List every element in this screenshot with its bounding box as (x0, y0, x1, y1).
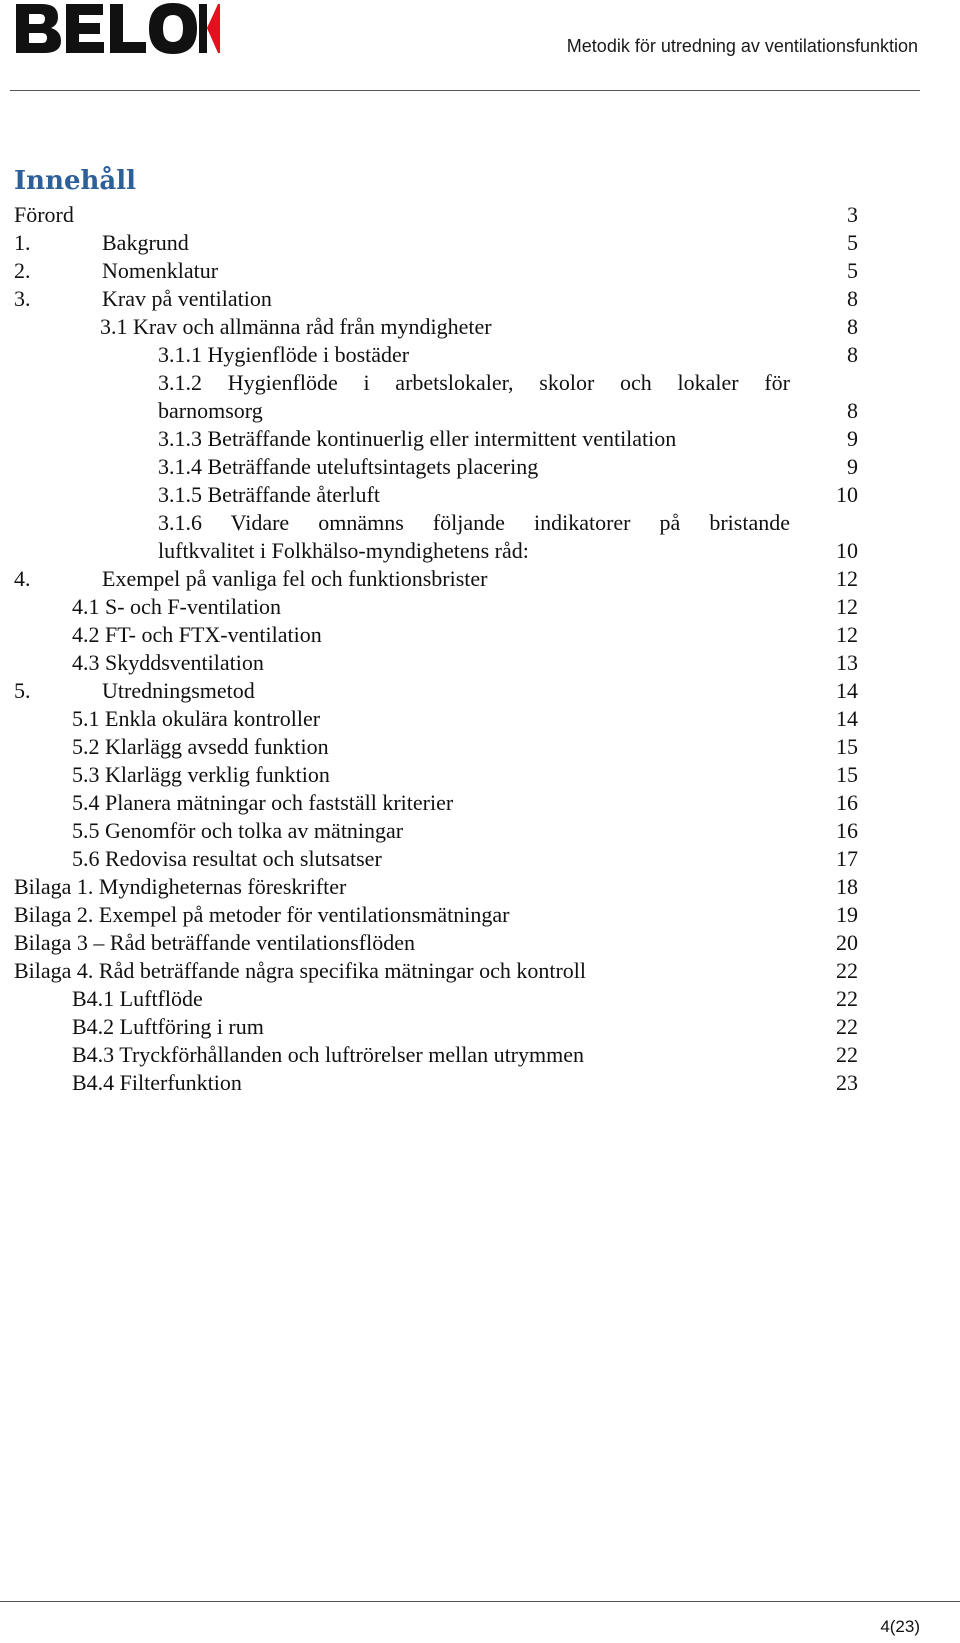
toc-page-number: 8 (847, 342, 858, 367)
footer-divider (0, 1601, 960, 1602)
toc-page-number: 15 (836, 762, 858, 787)
toc-entry-nomenklatur[interactable]: 2. Nomenklatur (14, 258, 219, 283)
toc-entry-3-1-3[interactable]: 3.1.3 Beträffande kontinuerlig eller intermittent ventilation (158, 426, 677, 451)
toc-entry-3-1[interactable]: 3.1 Krav och allmänna råd från myndigheter (100, 314, 492, 339)
toc-entry-bilaga-3[interactable]: Bilaga 3 – Råd beträffande ventilationsflöden (14, 930, 415, 955)
toc-page-number: 19 (836, 902, 858, 927)
toc-entry-5-4[interactable]: 5.4 Planera mätningar och fastställ kriterier (72, 790, 454, 815)
toc-entry-bilaga-4[interactable]: Bilaga 4. Råd beträffande några specifika mätningar och kontroll (14, 958, 586, 983)
toc-entry-bilaga-1[interactable]: Bilaga 1. Myndigheternas föreskrifter (14, 874, 347, 899)
toc-entry-number: 4. (14, 566, 31, 591)
toc-entry-5-5[interactable]: 5.5 Genomför och tolka av mätningar (72, 818, 404, 843)
toc-page-number: 14 (836, 706, 858, 731)
toc-entry-3-1-2[interactable]: 3.1.2 Hygienflöde i arbetslokaler, skolor och lokaler för (158, 370, 790, 395)
toc-page-number: 16 (836, 818, 858, 843)
toc-entry-3-1-2-continued[interactable]: barnomsorg (158, 398, 263, 423)
toc-entry-krav[interactable]: 3. Krav på ventilation (14, 286, 272, 311)
toc-page-number: 16 (836, 790, 858, 815)
toc-page-number: 5 (847, 230, 858, 255)
toc-entry-3-1-5[interactable]: 3.1.5 Beträffande återluft (158, 482, 380, 507)
toc-entry-3-1-1[interactable]: 3.1.1 Hygienflöde i bostäder (158, 342, 410, 367)
toc-entry-3-1-6-continued[interactable]: luftkvalitet i Folkhälso-myndighetens råd: (158, 538, 529, 563)
toc-heading: Innehåll (14, 166, 137, 196)
toc-entry-3-1-4[interactable]: 3.1.4 Beträffande uteluftsintagets placering (158, 454, 539, 479)
toc-entry-bakgrund[interactable]: 1. Bakgrund (14, 230, 189, 255)
toc-entry-4-3[interactable]: 4.3 Skyddsventilation (72, 650, 264, 675)
document-title: Metodik för utredning av ventilationsfunktion (566, 36, 918, 56)
toc-page-number: 12 (836, 566, 858, 591)
toc-page-number: 10 (836, 538, 858, 563)
toc-entry-exempel[interactable]: 4. Exempel på vanliga fel och funktionsbrister (14, 566, 488, 591)
toc-entry-b4-1[interactable]: B4.1 Luftflöde (72, 986, 203, 1011)
toc-page-number: 9 (847, 426, 858, 451)
toc-page-number: 22 (836, 1042, 858, 1067)
toc-page-number: 22 (836, 958, 858, 983)
toc-entry-number: 3. (14, 286, 31, 311)
page-number: 4(23) (880, 1617, 920, 1636)
toc-page-number: 15 (836, 734, 858, 759)
toc-page-number: 3 (847, 202, 858, 227)
toc-page-number: 9 (847, 454, 858, 479)
toc-entry-3-1-6[interactable]: 3.1.6 Vidare omnämns följande indikatorer på bristande (158, 510, 790, 535)
belok-logo (14, 0, 220, 58)
toc-entry-bilaga-2[interactable]: Bilaga 2. Exempel på metoder för ventilationsmätningar (14, 902, 510, 927)
toc-page-number: 23 (836, 1070, 858, 1095)
toc-page-number: 22 (836, 986, 858, 1011)
toc-page-number: 5 (847, 258, 858, 283)
toc-page-number: 22 (836, 1014, 858, 1039)
toc-entry-b4-2[interactable]: B4.2 Luftföring i rum (72, 1014, 264, 1039)
header-divider (10, 90, 920, 91)
toc-page-number: 8 (847, 398, 858, 423)
toc-page-number: 13 (836, 650, 858, 675)
toc-entry-forord[interactable]: Förord (14, 202, 74, 227)
toc-entry-5-6[interactable]: 5.6 Redovisa resultat och slutsatser (72, 846, 382, 871)
toc-page-number: 8 (847, 286, 858, 311)
toc-page-number: 20 (836, 930, 858, 955)
toc-entry-number: 5. (14, 678, 31, 703)
toc-entry-b4-4[interactable]: B4.4 Filterfunktion (72, 1070, 242, 1095)
toc-entry-5-1[interactable]: 5.1 Enkla okulära kontroller (72, 706, 321, 731)
toc-page-number: 8 (847, 314, 858, 339)
toc-page-number: 10 (836, 482, 858, 507)
toc-entry-number: 2. (14, 258, 31, 283)
toc-page-number: 12 (836, 594, 858, 619)
toc-page-number: 14 (836, 678, 858, 703)
toc-entry-5-3[interactable]: 5.3 Klarlägg verklig funktion (72, 762, 330, 787)
toc-page-number: 12 (836, 622, 858, 647)
toc-entry-b4-3[interactable]: B4.3 Tryckförhållanden och luftrörelser mellan utrymmen (72, 1042, 584, 1067)
toc-entry-4-1[interactable]: 4.1 S- och F-ventilation (72, 594, 281, 619)
toc-entry-number: 1. (14, 230, 31, 255)
toc-page-number: 18 (836, 874, 858, 899)
toc-entry-4-2[interactable]: 4.2 FT- och FTX-ventilation (72, 622, 322, 647)
toc-entry-utredningsmetod[interactable]: 5. Utredningsmetod (14, 678, 255, 703)
toc-page-number: 17 (836, 846, 858, 871)
toc-entry-5-2[interactable]: 5.2 Klarlägg avsedd funktion (72, 734, 329, 759)
